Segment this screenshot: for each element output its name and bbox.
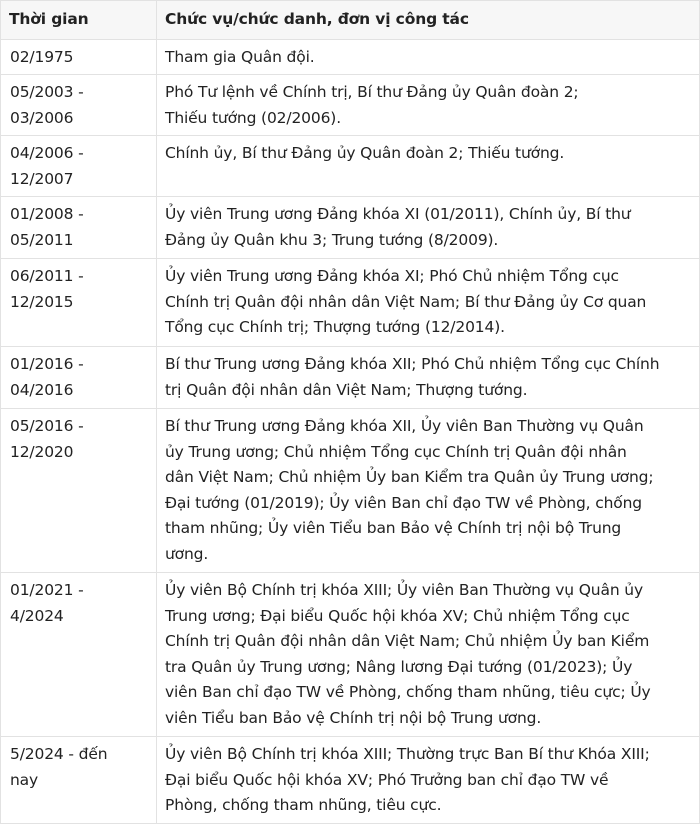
period-cell: 01/2016 - 04/2016	[1, 347, 157, 409]
table-row	[1, 197, 700, 259]
position-cell: Phó Tư lệnh về Chính trị, Bí thư Đảng ủy Quân đoàn 2; Thiếu tướng (02/2006).	[157, 75, 700, 136]
period-cell: 05/2016 - 12/2020	[1, 409, 157, 573]
table-header	[1, 1, 700, 40]
table-row	[1, 737, 700, 824]
position-cell: Bí thư Trung ương Đảng khóa XII, Ủy viên Ban Thường vụ Quân ủy Trung ương; Chủ nhiệm Tổng cục Chính trị Quân đội nhân dân Việt Nam; Chủ nhiệm Ủy ban Kiểm tra Quân ủy Trung ương; Đại tướng (01/2019); Ủy viên Ban chỉ đạo TW về Phòng, chống tham nhũng; Ủy viên Tiểu ban Bảo vệ Chính trị nội bộ Trung ương.	[157, 409, 700, 573]
position-cell: Ủy viên Bộ Chính trị khóa XIII; Thường trực Ban Bí thư Khóa XIII; Đại biểu Quốc hội khóa XV; Phó Trưởng ban chỉ đạo TW về Phòng, chống tham nhũng, tiêu cực.	[157, 737, 700, 824]
table-row	[1, 259, 700, 347]
position-cell: Ủy viên Trung ương Đảng khóa XI (01/2011), Chính ủy, Bí thư Đảng ủy Quân khu 3; Trung tướng (8/2009).	[157, 197, 700, 259]
header-period: Thời gian	[1, 1, 157, 40]
table-row	[1, 573, 700, 737]
table-row	[1, 75, 700, 136]
table-row	[1, 347, 700, 409]
position-cell: Bí thư Trung ương Đảng khóa XII; Phó Chủ nhiệm Tổng cục Chính trị Quân đội nhân dân Việt Nam; Thượng tướng.	[157, 347, 700, 409]
period-cell: 04/2006 - 12/2007	[1, 136, 157, 197]
period-cell: 5/2024 - đến nay	[1, 737, 157, 824]
period-cell: 05/2003 - 03/2006	[1, 75, 157, 136]
position-cell: Ủy viên Trung ương Đảng khóa XI; Phó Chủ nhiệm Tổng cục Chính trị Quân đội nhân dân Việt Nam; Bí thư Đảng ủy Cơ quan Tổng cục Chính trị; Thượng tướng (12/2014).	[157, 259, 700, 347]
table-row	[1, 40, 700, 75]
header-row	[1, 1, 700, 40]
period-cell: 06/2011 - 12/2015	[1, 259, 157, 347]
position-cell: Tham gia Quân đội.	[157, 40, 700, 75]
period-cell: 01/2008 - 05/2011	[1, 197, 157, 259]
header-position: Chức vụ/chức danh, đơn vị công tác	[157, 1, 700, 40]
table-row	[1, 136, 700, 197]
period-cell: 02/1975	[1, 40, 157, 75]
period-cell: 01/2021 - 4/2024	[1, 573, 157, 737]
position-cell: Ủy viên Bộ Chính trị khóa XIII; Ủy viên Ban Thường vụ Quân ủy Trung ương; Đại biểu Quốc hội khóa XV; Chủ nhiệm Tổng cục Chính trị Quân đội nhân dân Việt Nam; Chủ nhiệm Ủy ban Kiểm tra Quân ủy Trung ương; Nâng lương Đại tướng (01/2023); Ủy viên Ban chỉ đạo TW về Phòng, chống tham nhũng, tiêu cực; Ủy viên Tiểu ban Bảo vệ Chính trị nội bộ Trung ương.	[157, 573, 700, 737]
position-cell: Chính ủy, Bí thư Đảng ủy Quân đoàn 2; Thiếu tướng.	[157, 136, 700, 197]
table-body	[1, 40, 700, 824]
table-row	[1, 409, 700, 573]
